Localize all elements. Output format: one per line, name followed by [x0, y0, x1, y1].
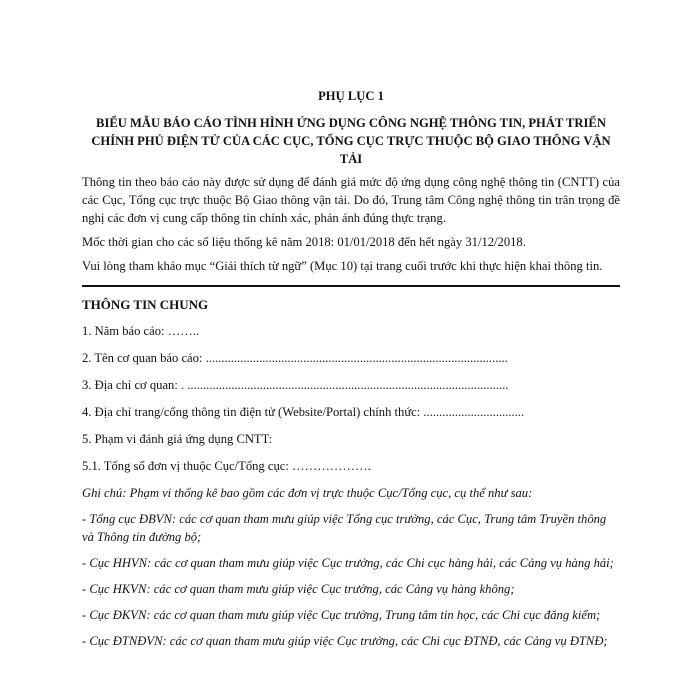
note-item: - Cục ĐTNĐVN: các cơ quan tham mưu giúp việc Cục trưởng, các Chi cục ĐTNĐ, các Cảng vụ ĐTNĐ; — [82, 634, 608, 648]
note-item: - Tổng cục ĐBVN: các cơ quan tham mưu giúp việc Tổng cục trưởng, các Cục, Trung tâm Truyền thông và Thông tin đường bộ; — [82, 512, 607, 544]
field-scope: 5. Phạm vi đánh giá ứng dụng CNTT: — [82, 432, 273, 446]
intro-paragraph: Thông tin theo báo cáo này được sử dụng để đánh giá mức độ ứng dụng công nghệ thông tin (CNTT) của các Cục, Tổng cục trực thuộc Bộ Giao thông vận tải. Do đó, Trung tâm Công nghệ thông tin trân trọng đề nghị các đơn vị cung cấp thông tin chính xác, phản ánh đúng thực trạng. — [82, 175, 620, 225]
section-divider — [82, 285, 620, 287]
intro-paragraph: Mốc thời gian cho các số liệu thống kê năm 2018: 01/01/2018 đến hết ngày 31/12/2018. — [82, 235, 526, 249]
note-intro: Ghi chú: Phạm vi thống kê bao gồm các đơn vị trực thuộc Cục/Tổng cục, cụ thể như sau: — [82, 486, 533, 500]
note-item: - Cục ĐKVN: các cơ quan tham mưu giúp việc Cục trưởng, Trung tâm tin học, các Chi cục đăng kiểm; — [82, 608, 601, 622]
intro-paragraph: Vui lòng tham khảo mục “Giải thích từ ngữ” (Mục 10) tại trang cuối trước khi thực hiện khai thông tin. — [82, 259, 603, 273]
field-website: 4. Địa chỉ trang/cổng thông tin điện tử (Website/Portal) chính thức: ................................ — [82, 405, 525, 419]
note-item: - Cục HKVN: các cơ quan tham mưu giúp việc Cục trưởng, các Cảng vụ hàng không; — [82, 582, 515, 596]
form-heading — [82, 114, 620, 168]
document-content — [82, 87, 620, 658]
form-heading-line: BIỂU MẪU BÁO CÁO TÌNH HÌNH ỨNG DỤNG CÔNG NGHỆ THÔNG TIN, PHÁT TRIỂN — [96, 116, 606, 130]
field-agency-address: 3. Địa chỉ cơ quan: . ...................................................................................................... — [82, 378, 509, 392]
section-title: THÔNG TIN CHUNG — [82, 297, 209, 312]
field-agency-name: 2. Tên cơ quan báo cáo: ................................................................................................ — [82, 351, 508, 365]
form-heading-line: CHÍNH PHỦ ĐIỆN TỬ CỦA CÁC CỤC, TỔNG CỤC TRỰC THUỘC BỘ GIAO THÔNG VẬN — [91, 134, 611, 148]
field-report-year: 1. Năm báo cáo: …….. — [82, 324, 200, 338]
intro-section — [82, 173, 620, 275]
form-heading-line: TẢI — [339, 152, 363, 166]
field-unit-count: 5.1. Tổng số đơn vị thuộc Cục/Tổng cục: ………………. — [82, 459, 371, 473]
appendix-title: PHỤ LỤC 1 — [318, 89, 384, 103]
note-item: - Cục HHVN: các cơ quan tham mưu giúp việc Cục trưởng, các Chi cục hàng hải, các Cảng vụ hàng hải; — [82, 556, 614, 570]
